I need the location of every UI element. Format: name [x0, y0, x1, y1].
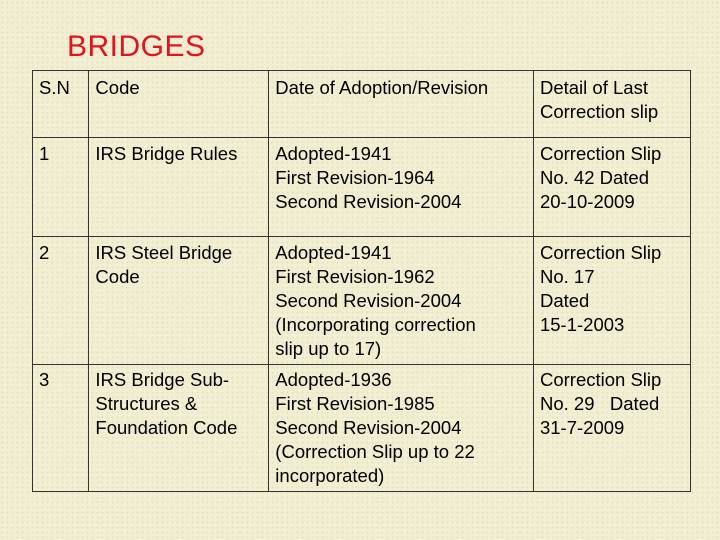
table-header-row: [33, 71, 691, 138]
cell-date-line: Second Revision-2004: [275, 417, 462, 438]
cell-date-line: First Revision-1962: [275, 266, 435, 287]
cell-detail: [533, 237, 690, 365]
cell-date-line: Second Revision-2004: [275, 191, 462, 212]
cell-code: [89, 138, 269, 237]
table-row: [33, 237, 691, 365]
header-detail-line: Detail of Last: [539, 77, 648, 98]
cell-code-line: Structures &: [95, 393, 198, 414]
cell-detail-line: No. 29 Dated: [539, 393, 660, 414]
cell-code-line: IRS Bridge Sub-: [95, 369, 230, 390]
cell-date-line: slip up to 17): [275, 338, 382, 359]
cell-code-line: Code: [95, 266, 140, 287]
cell-date-line: (Correction Slip up to 22: [275, 441, 475, 462]
cell-code-line: IRS Steel Bridge: [95, 242, 233, 263]
cell-sn: 1: [33, 138, 89, 237]
cell-code-line: IRS Bridge Rules: [95, 143, 238, 164]
cell-detail: [533, 365, 690, 492]
cell-date-line: First Revision-1985: [275, 393, 435, 414]
header-detail-line: Correction slip: [539, 101, 659, 122]
cell-date: [269, 365, 534, 492]
cell-date-line: Second Revision-2004: [275, 290, 462, 311]
header-detail: [533, 71, 690, 138]
cell-code: [89, 237, 269, 365]
table-row: [33, 365, 691, 492]
slide-title: BRIDGES: [67, 30, 206, 63]
bridges-table: [32, 70, 691, 492]
cell-date-line: Adopted-1941: [275, 143, 392, 164]
cell-detail-line: 31-7-2009: [539, 417, 625, 438]
cell-date-line: Adopted-1941: [275, 242, 392, 263]
cell-detail: [533, 138, 690, 237]
cell-date-line: Adopted-1936: [275, 369, 392, 390]
header-sn: S.N: [33, 71, 89, 138]
header-date: Date of Adoption/Revision: [269, 71, 534, 138]
cell-code: [89, 365, 269, 492]
cell-detail-line: Correction Slip: [539, 242, 662, 263]
cell-sn: 2: [33, 237, 89, 365]
table-row: [33, 138, 691, 237]
cell-detail-line: Correction Slip: [539, 369, 662, 390]
cell-detail-line: No. 42 Dated: [539, 167, 649, 188]
cell-code-line: Foundation Code: [95, 417, 238, 438]
cell-date-line: First Revision-1964: [275, 167, 435, 188]
header-code: Code: [89, 71, 269, 138]
cell-date-line: incorporated): [275, 465, 385, 486]
cell-detail-line: 20-10-2009: [539, 191, 635, 212]
cell-sn: 3: [33, 365, 89, 492]
cell-date: [269, 237, 534, 365]
cell-detail-line: Correction Slip: [539, 143, 662, 164]
cell-detail-line: Dated: [539, 290, 590, 311]
cell-date-line: (Incorporating correction: [275, 314, 476, 335]
cell-detail-line: 15-1-2003: [539, 314, 625, 335]
cell-detail-line: No. 17: [539, 266, 595, 287]
cell-date: [269, 138, 534, 237]
